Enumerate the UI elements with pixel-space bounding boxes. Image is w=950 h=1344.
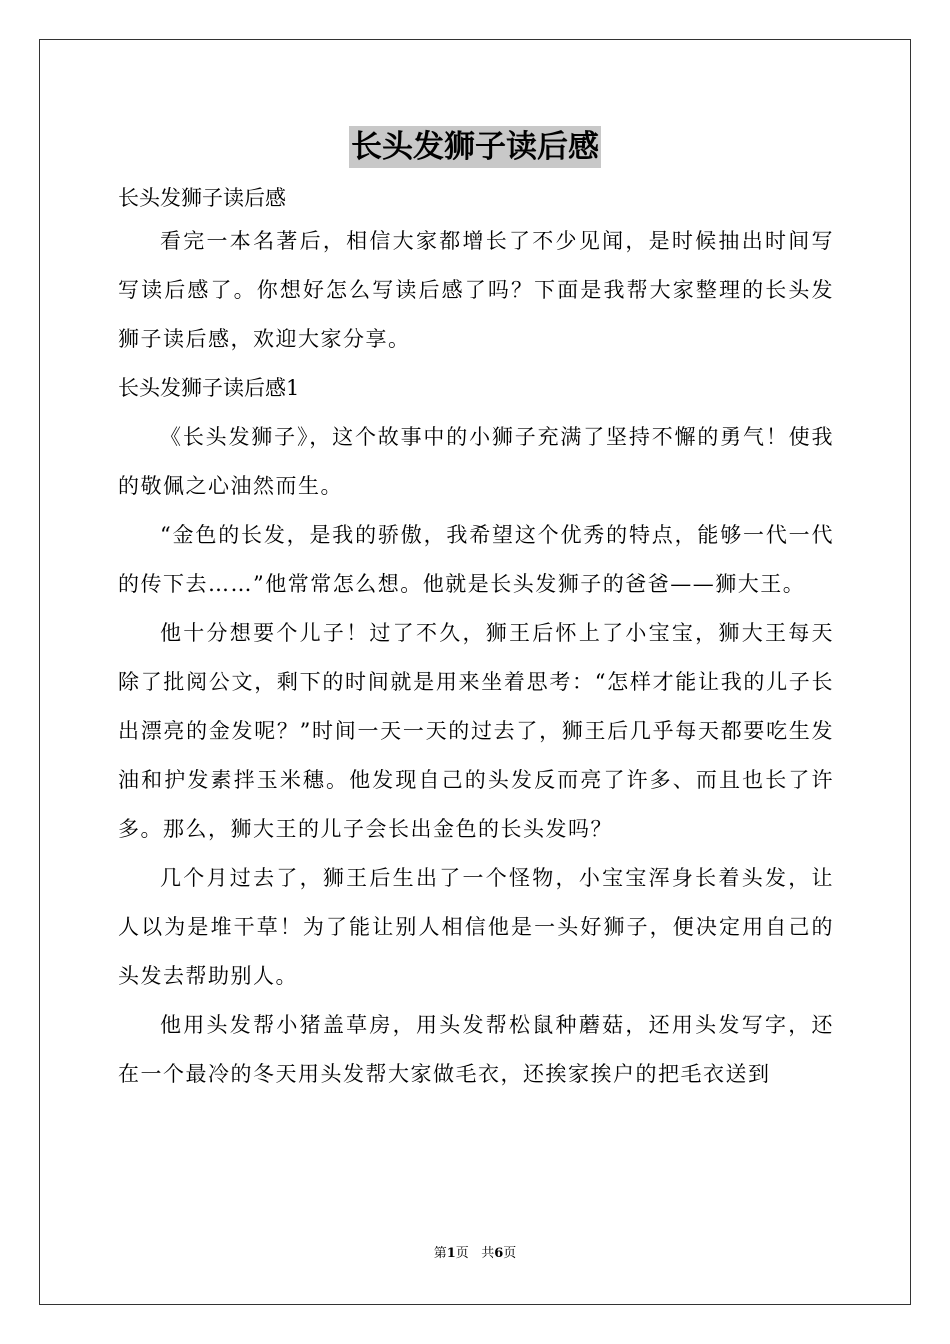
footer-total-pages: 6 [494,1246,504,1261]
section-heading: 长头发狮子读后感1 [118,376,300,400]
title-wrapper [0,126,950,168]
footer-total-prefix: 共 [481,1246,495,1261]
document-body [118,180,834,1099]
footer-page-suffix: 页 [455,1246,469,1261]
body-paragraph: 他十分想要个儿子！过了不久，狮王后怀上了小宝宝，狮大王每天除了批阅公文，剩下的时间就是用来坐着思考：“怎样才能让我的儿子长出漂亮的金发呢？”时间一天一天的过去了，狮王后几乎每天都要吃生发油和护发素拌玉米穗。他发现自己的头发反而亮了许多、而且也长了许多。那么，狮大王的儿子会长出金色的长头发吗？ [118,621,834,841]
body-paragraph: 几个月过去了，狮王后生出了一个怪物，小宝宝浑身长着头发，让人以为是堆干草！为了能让别人相信他是一头好狮子，便决定用自己的头发去帮助别人。 [118,866,834,988]
body-paragraph: “金色的长发，是我的骄傲，我希望这个优秀的特点，能够一代一代的传下去……”他常常怎么想。他就是长头发狮子的爸爸——狮大王。 [118,523,834,596]
footer-prefix: 第 [433,1246,447,1261]
page-footer [0,1245,950,1263]
body-paragraph: 他用头发帮小猪盖草房，用头发帮松鼠种蘑菇，还用头发写字，还在一个最冷的冬天用头发帮大家做毛衣，还挨家挨户的把毛衣送到 [118,1013,834,1086]
intro-paragraph: 看完一本名著后，相信大家都增长了不少见闻，是时候抽出时间写写读后感了。你想好怎么写读后感了吗？下面是我帮大家整理的长头发狮子读后感，欢迎大家分享。 [118,229,834,351]
subtitle: 长头发狮子读后感 [118,186,286,210]
footer-page-number: 1 [446,1246,456,1261]
document-title: 长头发狮子读后感 [349,126,601,168]
body-paragraph: 《长头发狮子》，这个故事中的小狮子充满了坚持不懈的勇气！使我的敬佩之心油然而生。 [118,425,834,498]
footer-total-suffix: 页 [503,1246,517,1261]
